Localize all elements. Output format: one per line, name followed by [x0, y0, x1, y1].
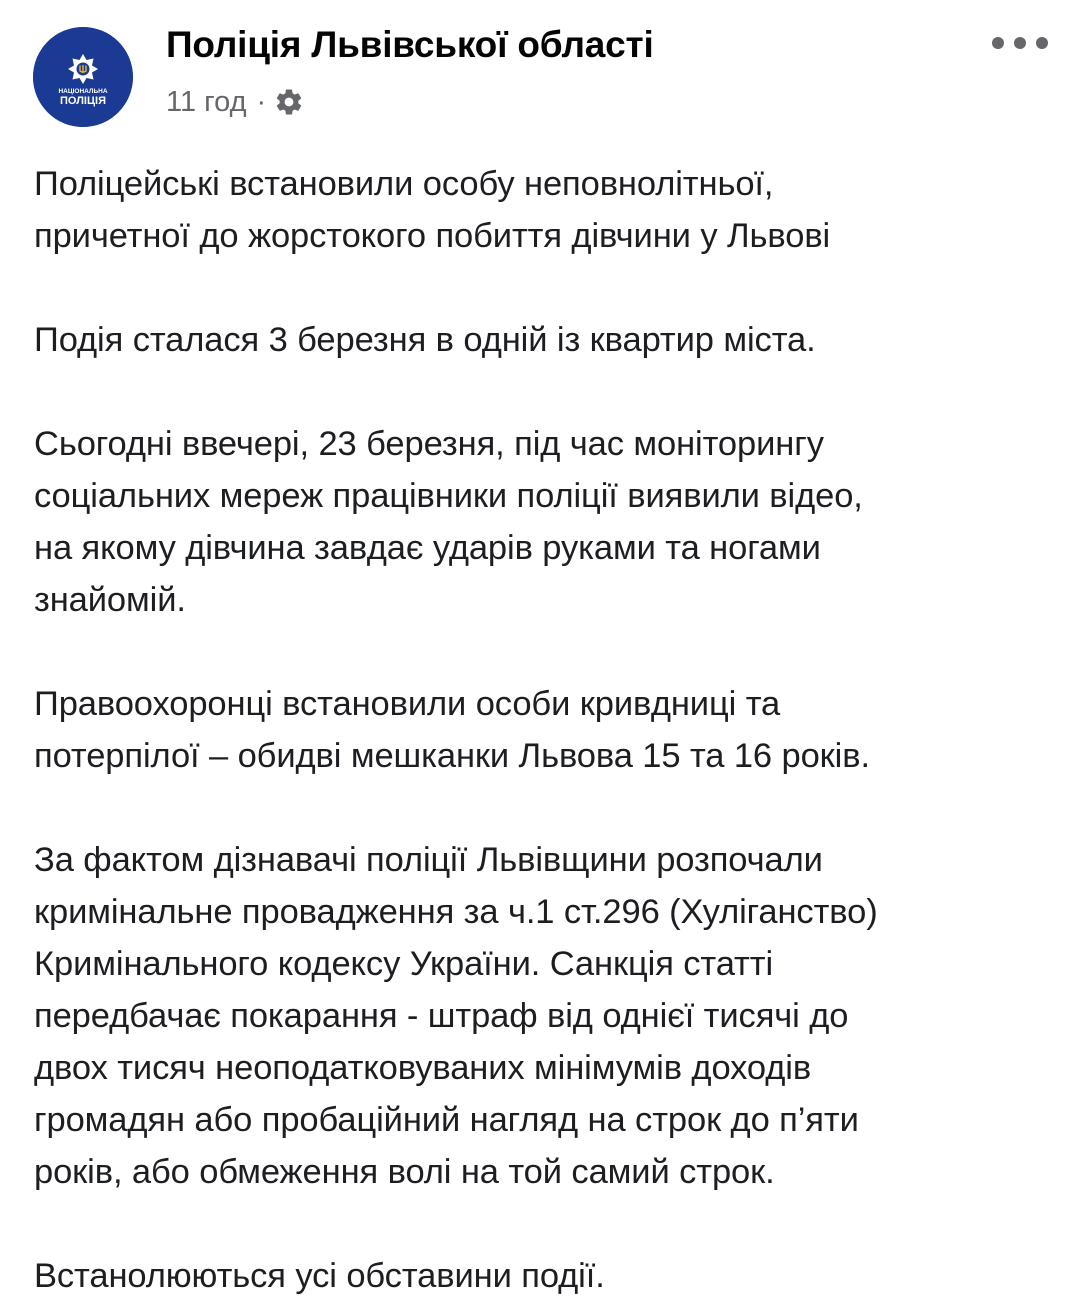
more-dots-icon — [990, 35, 1050, 51]
post-paragraph-5: За фактом дізнавачі поліції Львівщини розпочали кримінальне провадження за ч.1 ст.296 (Хуліганство) Кримінального кодексу України. Санкція статті передбачає покарання - штраф від однієї тисячі до двох тисяч неоподатковуваних мінімумів доходів громадян або пробаційний нагляд на строк до п’яти років, або обмеження волі на той самий строк. — [34, 841, 878, 1191]
post-paragraph-3: Сьогодні ввечері, 23 березня, під час моніторингу соціальних мереж працівники поліції виявили відео, на якому дівчина завдає ударів руками та ногами знайомій. — [34, 425, 863, 619]
more-options-button[interactable] — [988, 28, 1052, 58]
post-timestamp[interactable]: 11 год — [166, 85, 247, 118]
post-paragraph-4: Правоохоронці встановили особи кривдниці та потерпілої – обидві мешканки Львова 15 та 16 років. — [34, 685, 870, 775]
post-text — [34, 158, 1059, 1302]
post-meta — [166, 82, 304, 122]
post-paragraph-1: Поліцейські встановили особу неповнолітньої, причетної до жорстокого побиття дівчини у Львові — [34, 165, 831, 255]
police-logo-icon — [33, 27, 133, 127]
avatar-logo-line1: НАЦІОНАЛЬНА — [58, 88, 108, 95]
page-avatar[interactable] — [33, 27, 133, 127]
avatar-logo-line2: ПОЛІЦІЯ — [60, 95, 106, 107]
page-name[interactable]: Поліція Львівської області — [166, 24, 654, 65]
post-header — [0, 0, 1075, 140]
gear-icon — [274, 87, 304, 117]
meta-separator: · — [256, 85, 267, 118]
post-paragraph-6: Встанолюються усі обставини події. — [34, 1257, 605, 1295]
post-paragraph-2: Подія сталася 3 березня в одній із квартир міста. — [34, 321, 816, 359]
